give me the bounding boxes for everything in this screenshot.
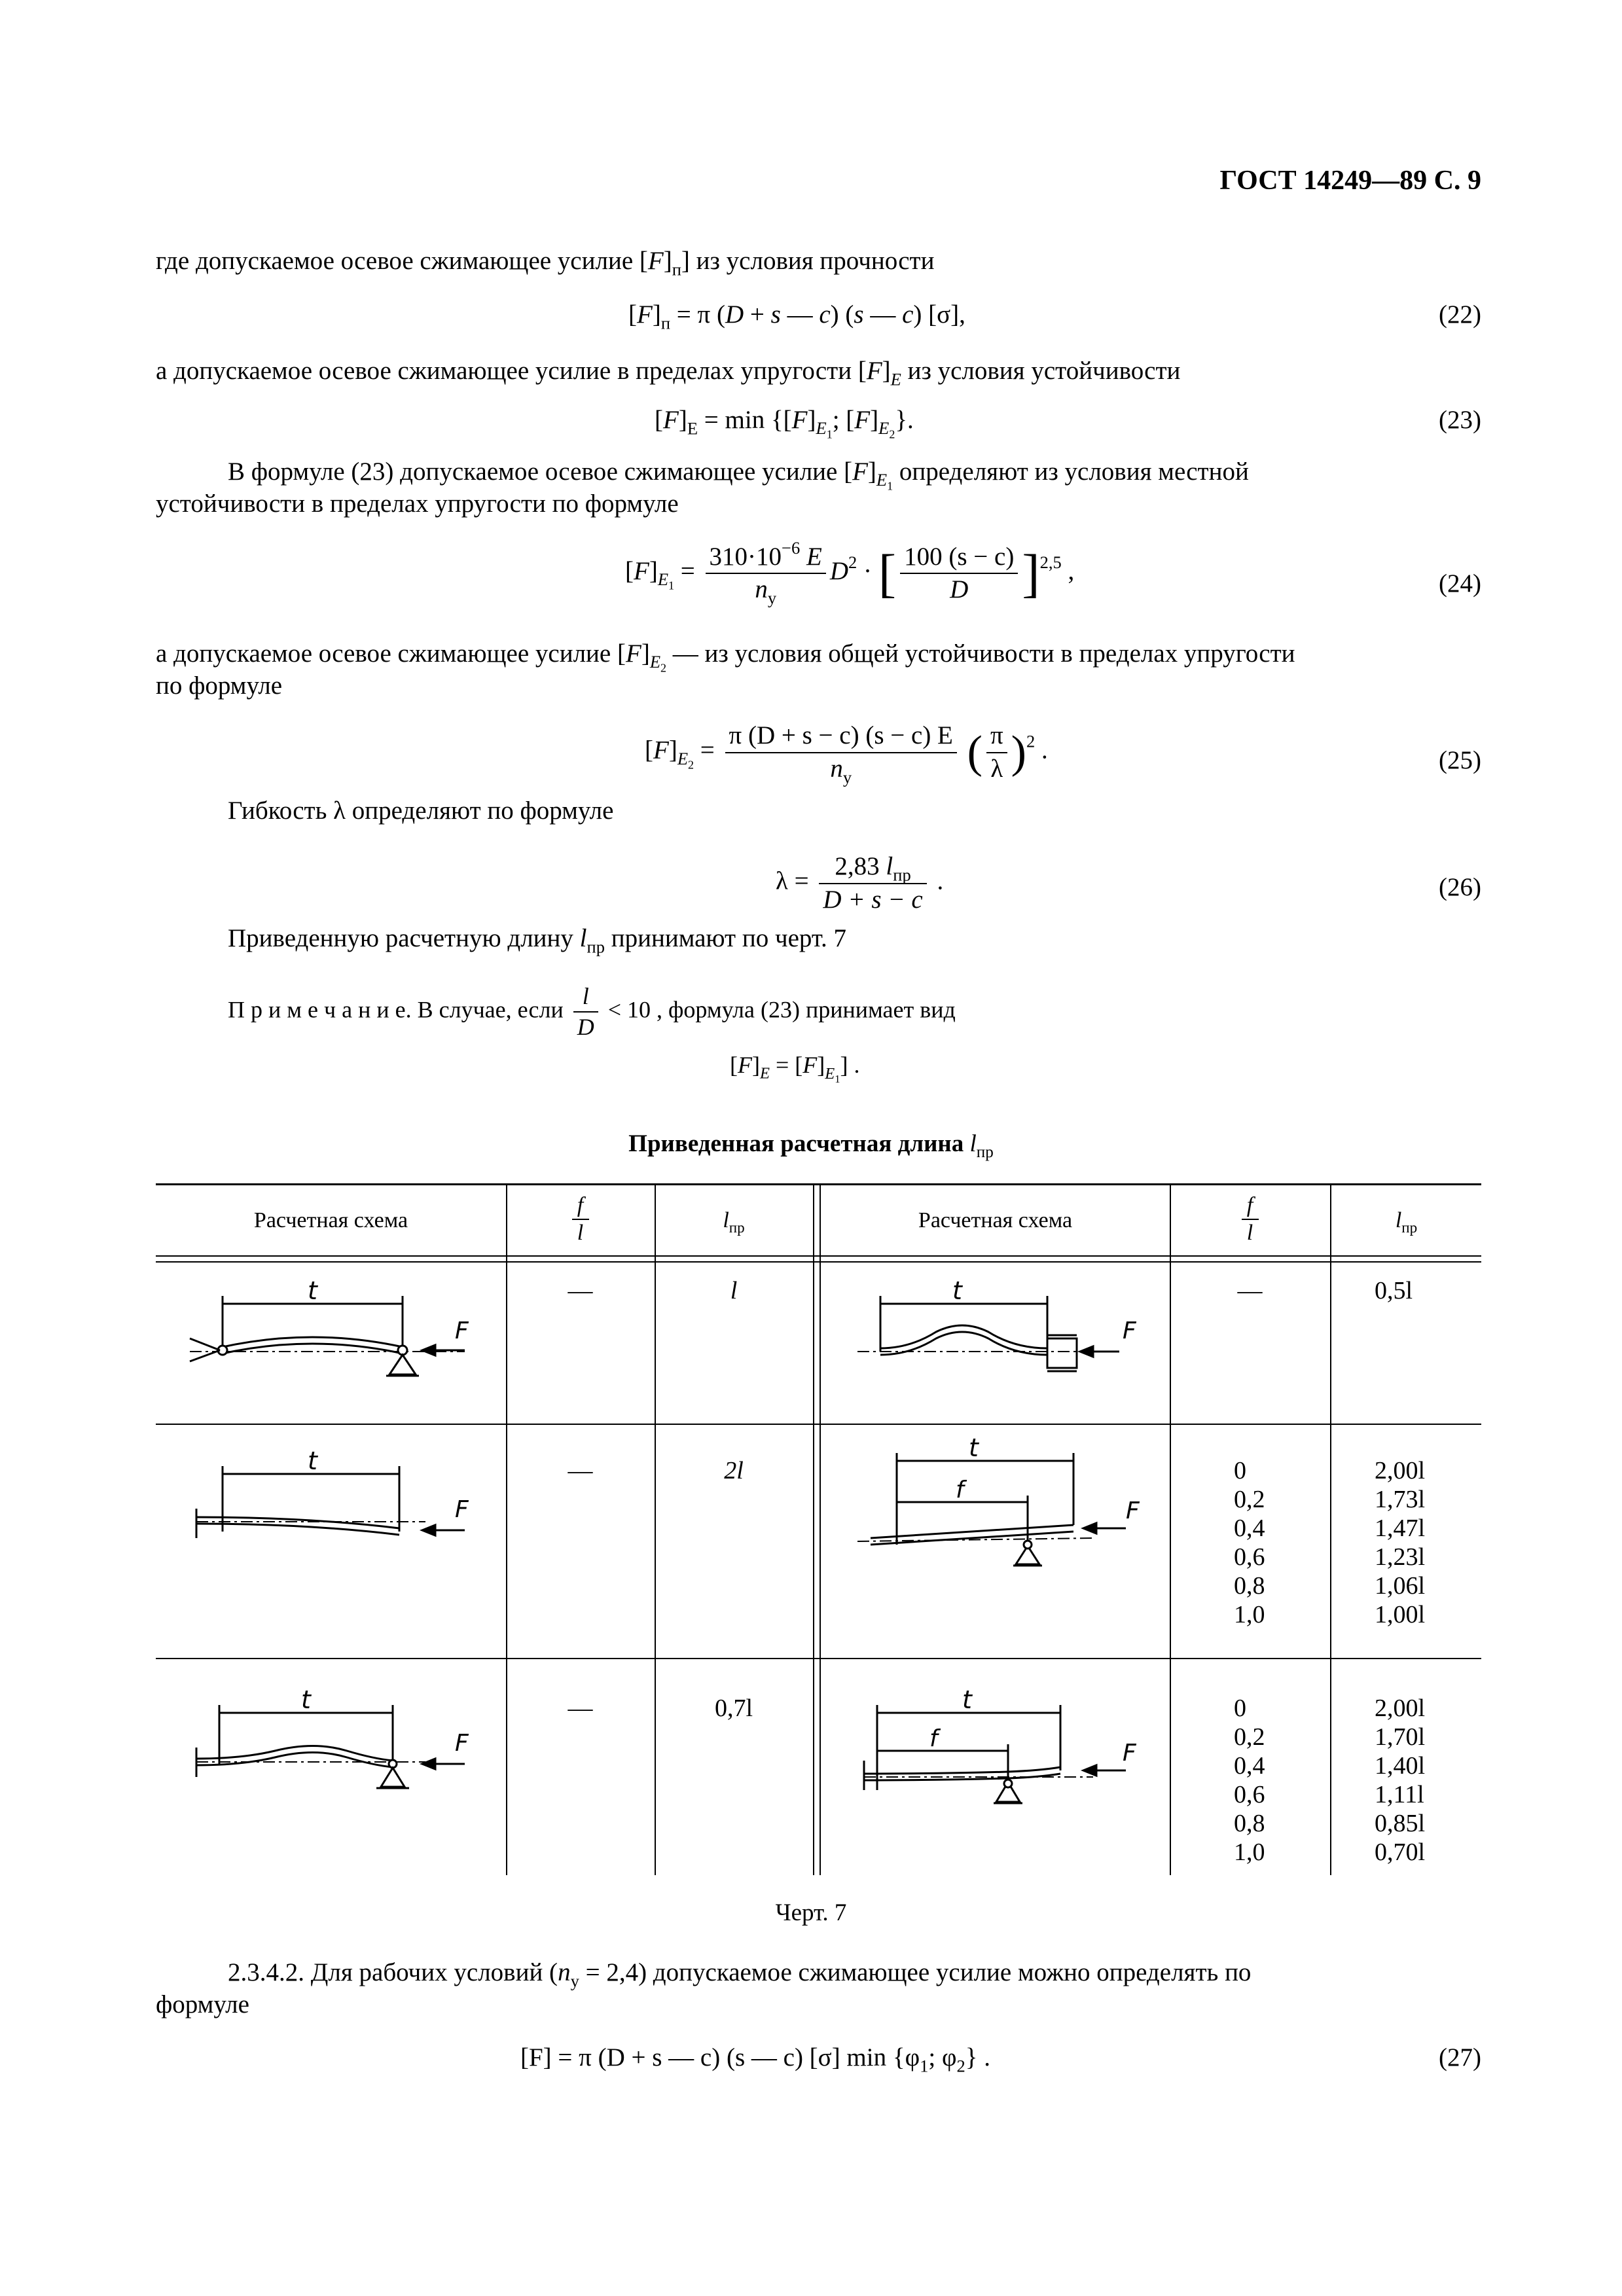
force-label: F: [455, 1496, 469, 1523]
formula-23-number: (23): [1439, 406, 1481, 434]
header-lpr-left: $l_{пр}$: [723, 1208, 745, 1237]
row1-left-lpr: l: [730, 1277, 738, 1304]
length-label: t: [308, 1276, 317, 1305]
page-header: ГОСТ 14249—89 С. 9: [1219, 166, 1481, 196]
paragraph-7: 2.3.4.2. Для рабочих условий $(n_у = 2,4)$ допускаемое сжимающее усилие можно определять по формуле: [156, 1958, 1252, 2018]
row3-left-f: —: [568, 1695, 593, 1722]
length-label: t: [969, 1433, 979, 1462]
row3-right-lpr-list: 2,00l 1,70l 1,40l 1,11l 0,85l 0,70l: [1375, 1695, 1426, 1866]
fraction: $\frac{100 (s - c)}{D}$: [900, 541, 1018, 607]
force-label: F: [1126, 1498, 1140, 1524]
fraction: $\frac{\pi (D + s - c) (s - c) E}{n_у}$: [725, 720, 957, 785]
length-label: t: [962, 1685, 972, 1714]
scheme-pinned-fixed-diagram: [844, 1276, 1152, 1414]
note: П р и м е ч а н и е. В случае, если $\frac{l}{D}$ < 10 , формула (23) принимает вид: [228, 982, 956, 1042]
table-row-rule: [156, 1424, 1481, 1425]
scheme-fixed-free-diagram: [177, 1440, 491, 1571]
header-scheme-left: Расчетная схема: [253, 1208, 408, 1232]
table-col-rule: [813, 1183, 814, 1875]
length-label: t: [952, 1276, 962, 1305]
formula-22: $[F]_п = \pi$ (D + s — c) (s — c) [σ],: [628, 300, 965, 333]
length-label: t: [308, 1446, 317, 1475]
fraction: $\frac{l}{D}$: [573, 982, 598, 1042]
row2-right-lpr-list: 2,00l 1,73l 1,47l 1,23l 1,06l 1,00l: [1375, 1457, 1426, 1628]
paragraph-2: а допускаемое осевое сжимающее усилие в пределах упругости $[F]_E$ из условия устойчивости: [156, 357, 1181, 389]
row3-right-f-list: 0 0,2 0,4 0,6 0,8 1,0: [1234, 1695, 1265, 1866]
force-label: F: [1123, 1318, 1136, 1344]
formula-24-number: (24): [1439, 569, 1481, 598]
row1-right-lpr: 0,5l: [1375, 1277, 1413, 1304]
paragraph-4: а допускаемое осевое сжимающее усилие $[F]_{E_2}$ — из условия общей устойчивости в пределах упругости по формуле: [156, 639, 1295, 700]
fraction: $\frac{\pi}{\lambda}$: [986, 720, 1007, 785]
paragraph-5: Гибкость λ определяют по формуле: [228, 797, 614, 825]
force-label: F: [1123, 1740, 1136, 1767]
formula-23: $[F]_E = \min \{[F]_{E_1}$; $[F]_{E_2}$}.: [655, 406, 914, 441]
formula-22-number: (22): [1439, 300, 1481, 329]
scheme-pinned-support-diagram: [844, 1433, 1152, 1604]
scheme-fixed-pinned-diagram: [177, 1679, 491, 1823]
row2-left-lpr: 2l: [724, 1457, 744, 1484]
formula-27-number: (27): [1439, 2043, 1481, 2072]
header-lpr-right: $l_{пр}$: [1395, 1208, 1418, 1237]
f-label: f: [929, 1725, 938, 1752]
row1-left-f: —: [568, 1277, 593, 1304]
table-title: Приведенная расчетная длина $l_{пр}$: [628, 1130, 994, 1161]
header-scheme-right: Расчетная схема: [918, 1208, 1073, 1232]
table-top-rule: [156, 1183, 1481, 1185]
formula-26-number: (26): [1439, 873, 1481, 901]
paragraph-3: В формуле (23) допускаемое осевое сжимающее усилие $[F]_{E_1}$ определяют из условия местной устойчивости в пределах упругости по формуле: [156, 457, 1249, 518]
table-header-rule: [156, 1261, 1481, 1263]
table-col-rule: [1330, 1183, 1331, 1875]
fraction: $\frac{2,83 l_{пр}}{D + s - c}$: [819, 851, 926, 916]
formula-24: $[F]_{E_1}$ = $\frac{310\cdot 10^{-6} E}{n_у}$ $D^2$ · [ $\frac{100 (s - c)}{D}$ ]$^{2,5}$ ,: [625, 537, 1075, 608]
table-header-rule: [156, 1255, 1481, 1257]
formula-25: $[F]_{E_2}$ = $\frac{\pi (D + s - c) (s - c) E}{n_у}$ ( $\frac{\pi}{\lambda}$ )$^2$ .: [645, 721, 1048, 787]
header-f-over-l-left: f l: [506, 1193, 655, 1246]
formula-27: [F] = π (D + s — c) (s — c) [σ] $\min \{\varphi_1$; $\varphi_2$} .: [520, 2043, 990, 2076]
scheme-pinned-pinned-diagram: [177, 1276, 491, 1414]
paragraph-6: Приведенную расчетную длину $l_{пр}$ принимают по черт. 7: [228, 924, 846, 957]
note-formula: $[F]_E = [F]_{E_1}$] .: [730, 1052, 860, 1085]
f-label: f: [956, 1477, 964, 1503]
force-label: F: [455, 1318, 469, 1344]
force-label: F: [455, 1730, 469, 1757]
row2-right-f-list: 0 0,2 0,4 0,6 0,8 1,0: [1234, 1457, 1265, 1628]
row3-left-lpr: 0,7l: [714, 1695, 753, 1722]
formula-25-number: (25): [1439, 746, 1481, 774]
row1-right-f: —: [1237, 1277, 1263, 1304]
formula-26: λ = $\frac{2,83 l_{пр}}{D + s - c}$ .: [776, 851, 943, 916]
figure-caption: Черт. 7: [775, 1899, 847, 1926]
fraction: $\frac{310\cdot 10^{-6} E}{n_у}$: [706, 541, 826, 607]
scheme-fixed-support-diagram: [844, 1679, 1152, 1849]
paragraph-1: где допускаемое осевое сжимающее усилие $[F]_п$] из условия прочности: [156, 247, 935, 279]
table-row-rule: [156, 1658, 1481, 1659]
table-col-rule: [820, 1183, 821, 1875]
length-label: t: [301, 1685, 311, 1714]
row2-left-f: —: [568, 1457, 593, 1484]
header-f-over-l-right: f l: [1170, 1193, 1330, 1246]
